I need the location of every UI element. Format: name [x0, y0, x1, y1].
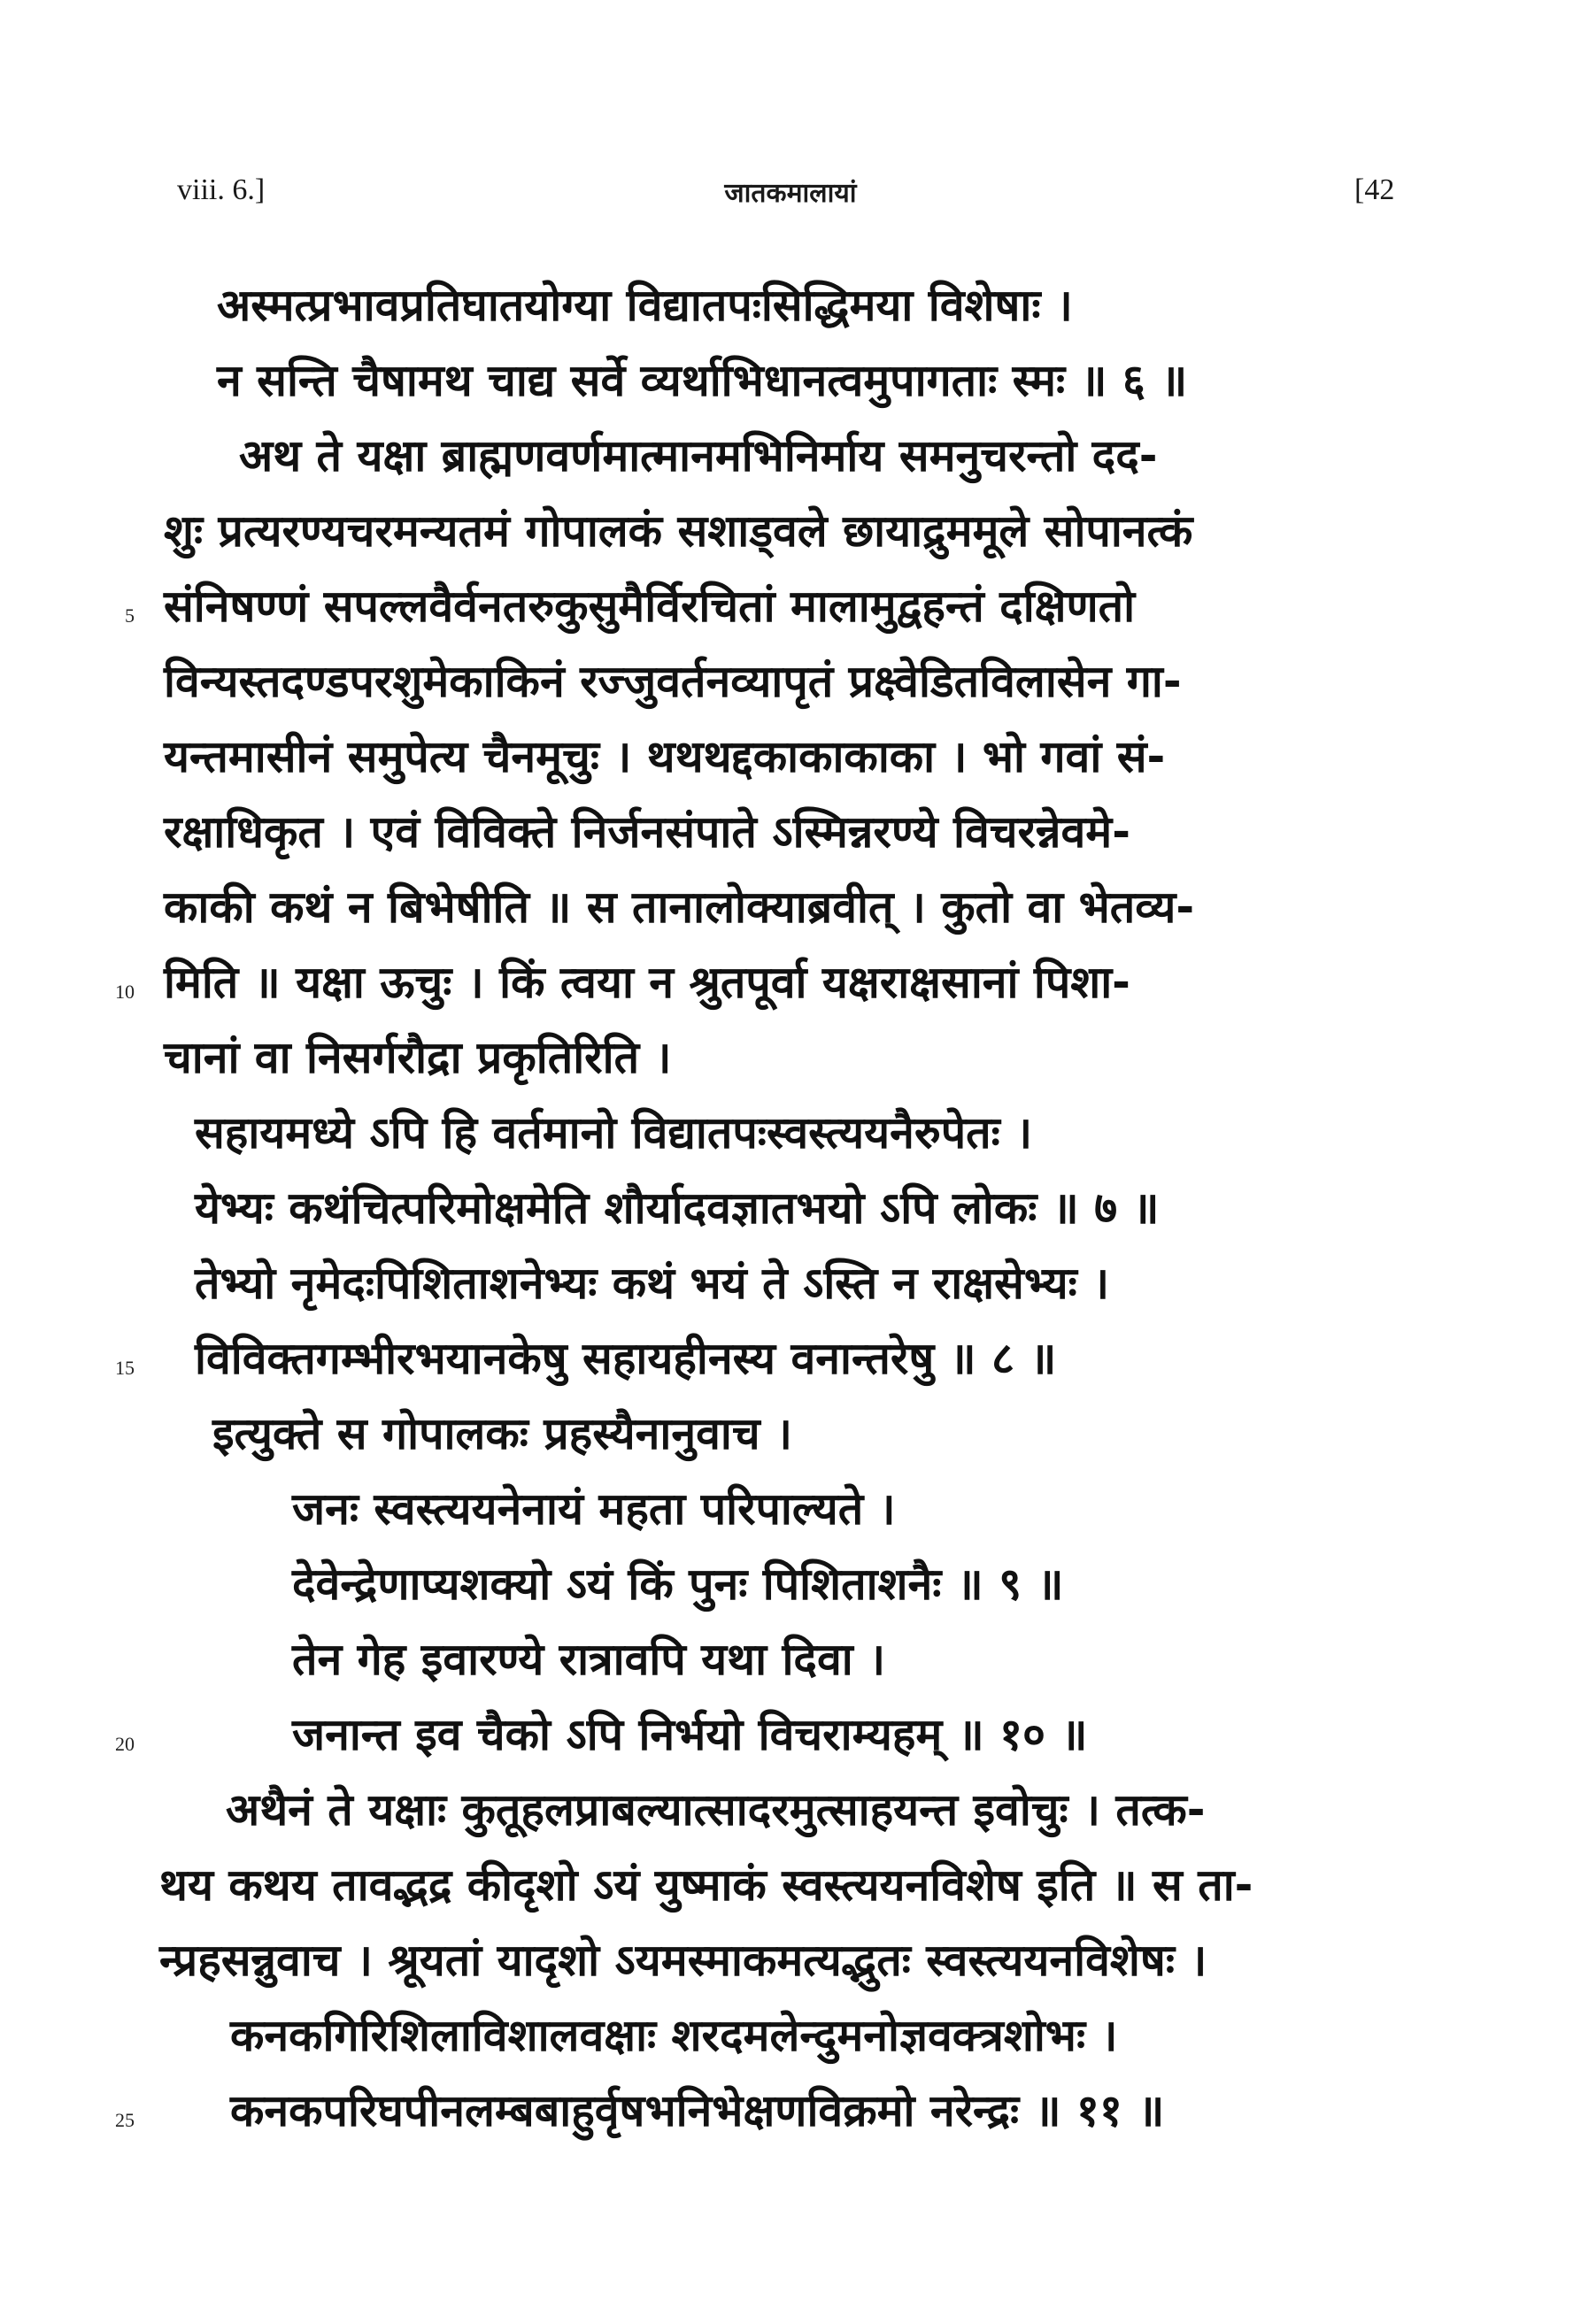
text-line: येभ्यः कथंचित्परिमोक्षमेति शौर्यादवज्ञातभयो ऽपि लोकः ॥ ७ ॥ — [195, 1182, 1160, 1234]
line-number: 25 — [115, 2109, 135, 2131]
line-number: 5 — [125, 604, 135, 627]
text-line: तेभ्यो नृमेदःपिशिताशनेभ्यः कथं भयं ते ऽस्ति न राक्षसेभ्यः । — [195, 1258, 1110, 1309]
line-number: 10 — [115, 981, 135, 1003]
text-line: देवेन्द्रेणाप्यशक्यो ऽयं किं पुनः पिशिताशनैः ॥ ९ ॥ — [292, 1558, 1064, 1610]
line-number: 20 — [115, 1733, 135, 1755]
text-line: न्प्रहसन्नुवाच । श्रूयतां यादृशो ऽयमस्माकमत्यद्भुतः स्वस्त्ययनविशेषः । — [159, 1935, 1207, 1986]
text-line: मिति ॥ यक्षा ऊचुः । किं त्वया न श्रुतपूर्वा यक्षराक्षसानां पिशा- — [164, 957, 1130, 1008]
text-line: तेन गेह इवारण्ये रात्रावपि यथा दिवा । — [292, 1634, 886, 1685]
text-line: इत्युक्ते स गोपालकः प्रहस्यैनानुवाच । — [212, 1408, 792, 1459]
text-line: संनिषण्णं सपल्लवैर्वनतरुकुसुमैर्विरचितां मालामुद्वहन्तं दक्षिणतो — [164, 581, 1136, 632]
text-line: सहायमध्ये ऽपि हि वर्तमानो विद्यातपःस्वस्त्ययनैरुपेतः । — [195, 1107, 1033, 1158]
text-line: विन्यस्तदण्डपरशुमेकाकिनं रज्जुवर्तनव्यापृतं प्रक्ष्वेडितविलासेन गा- — [164, 656, 1182, 707]
text-line: कनकगिरिशिलाविशालवक्षाः शरदमलेन्दुमनोज्ञवक्त्रशोभः । — [230, 2010, 1118, 2061]
text-line: थय कथय तावद्भद्र कीदृशो ऽयं युष्माकं स्वस्त्ययनविशेष इति ॥ स ता- — [159, 1859, 1253, 1911]
text-line: कनकपरिघपीनलम्बबाहुर्वृषभनिभेक्षणविक्रमो नरेन्द्रः ॥ ११ ॥ — [230, 2085, 1165, 2136]
text-line: अस्मत्प्रभावप्रतिघातयोग्या विद्यातपःसिद्धिमया विशेषाः । — [217, 280, 1073, 331]
text-line: जनः स्वस्त्ययनेनायं महता परिपाल्यते । — [292, 1483, 896, 1535]
text-line: रक्षाधिकृत । एवं विविक्ते निर्जनसंपाते ऽस्मिन्नरण्ये विचरन्नेवमे- — [164, 806, 1130, 858]
text-line: यन्तमासीनं समुपेत्य चैनमूचुः । थथथद्दकाकाकाका । भो गवां सं- — [164, 731, 1166, 782]
page-header-page-number: [42 — [1354, 173, 1395, 206]
line-number: 15 — [115, 1357, 135, 1379]
text-line: शुः प्रत्यरण्यचरमन्यतमं गोपालकं सशाड्वले छायाद्रुममूले सोपानत्कं — [164, 505, 1193, 557]
page-header-reference: viii. 6.] — [177, 173, 266, 206]
text-line: न सन्ति चैषामथ चाद्य सर्वे व्यर्थाभिधानत्वमुपागताः स्मः ॥ ६ ॥ — [217, 355, 1188, 406]
text-line: जनान्त इव चैको ऽपि निर्भयो विचराम्यहम् ॥ १० ॥ — [292, 1709, 1088, 1760]
text-line: अथैनं ते यक्षाः कुतूहलप्राबल्यात्सादरमुत्साहयन्त इवोचुः । तत्क- — [226, 1784, 1206, 1835]
text-line: अथ ते यक्षा ब्राह्मणवर्णमात्मानमभिनिर्माय समनुचरन्तो दद- — [239, 430, 1158, 481]
text-line: चानां वा निसर्गरौद्रा प्रकृतिरिति । — [164, 1032, 672, 1083]
text-line: काकी कथं न बिभेषीति ॥ स तानालोक्याब्रवीत् । कुतो वा भेतव्य- — [164, 881, 1195, 933]
page-header-title: जातकमालायां — [724, 178, 857, 209]
text-line: विविक्तगम्भीरभयानकेषु सहायहीनस्य वनान्तरेषु ॥ ८ ॥ — [195, 1333, 1057, 1384]
